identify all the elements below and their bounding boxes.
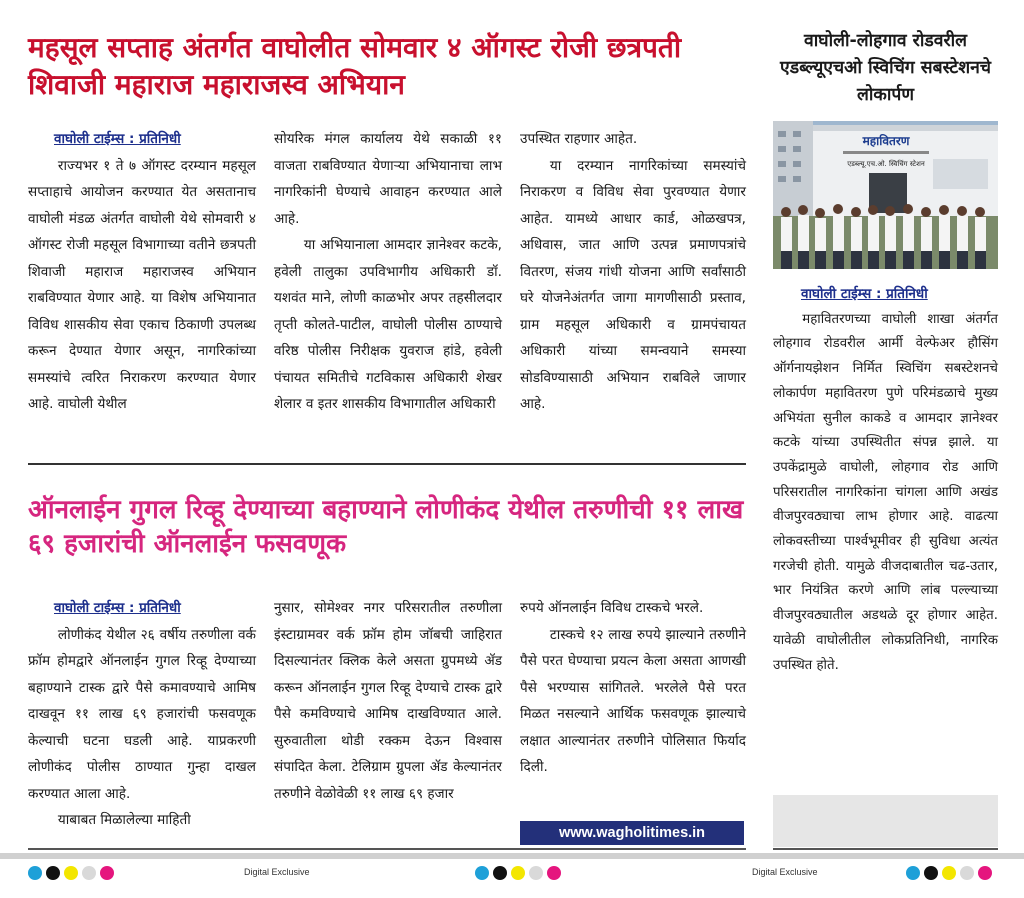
registration-dot: [493, 866, 507, 880]
website-link[interactable]: www.wagholitimes.in: [520, 821, 744, 845]
substation-sign-subtext: एडब्ल्यू.एच.ओ. स्विचिंग स्टेशन: [847, 160, 925, 168]
substation-sign-text: महावितरण: [862, 134, 910, 148]
registration-dot: [475, 866, 489, 880]
article2-paragraph: लोणीकंद येथील २६ वर्षीय तरुणीला वर्क फ्रॉम होमद्वारे ऑनलाईन गुगल रिव्हू देण्याच्या बहाण्याने टास्क द्वारे पैसे कमावण्याचे आमिष दाखवून ११ लाख ६९ हजारांची फसवणूक केल्याची घटना घडली आहे. याप्रकरणी लोणीकंद पोलीस ठाण्यात गुन्हा दाखल करण्यात आला आहे.: [28, 626, 256, 802]
article2-paragraph: रुपये ऑनलाईन विविध टास्कचे भरले.: [520, 600, 704, 616]
registration-dot: [100, 866, 114, 880]
registration-dot: [28, 866, 42, 880]
article2-column-2: [274, 595, 502, 807]
footer-label-right: Digital Exclusive: [752, 867, 818, 877]
registration-dot: [511, 866, 525, 880]
registration-dots-middle: [475, 866, 561, 880]
substation-photo: [773, 121, 998, 269]
registration-dots-right: [906, 866, 992, 880]
registration-dot: [978, 866, 992, 880]
registration-dot: [924, 866, 938, 880]
sidebar-paragraph: महावितरणच्या वाघोली शाखा अंतर्गत लोहगाव रोडवरील आर्मी वेल्फेअर हौसिंग ऑर्गनायझेशन निर्मित स्विचिंग सबस्टेशनचे लोकार्पण महावितरण पुणे परिमंडळाचे मुख्य अभियंता सुनील काकडे व आमदार ज्ञानेश्वर कटके यांच्या उपस्थितीत संपन्न झाले. या उपकेंद्रामुळे वाघोली, लोहगाव रोड आणि परिसरातील नागरिकांना चांगला आणि अखंड वीजपुरवठ्याचा लाभ होणार आहे. वाढत्या लोकवस्तीच्या पार्श्वभूमीवर ही सुविधा अत्यंत गरजेची होती. यामुळे वीजदाबातील चढ-उतार, भार नियंत्रित करणे आणि लांब पल्ल्याच्या वीजपुरवठ्यातील अडथळे दूर होणार आहेत. यावेळी वाघोलीतील लोकप्रतिनिधी, नागरिक उपस्थित होते.: [773, 311, 998, 673]
registration-dot: [960, 866, 974, 880]
article2-paragraph: नुसार, सोमेश्वर नगर परिसरातील तरुणीला इंस्टाग्रामवर वर्क फ्रॉम होम जॉबची जाहिरात दिसल्यानंतर क्लिक केले असता ग्रुपमध्ये ॲड करून ऑनलाईन गुगल रिव्हू देण्याचे टास्क द्वारे पैसे कमविण्याचे आमिष दाखविण्यात आले. सुरुवातीला थोडी रक्कम देऊन विश्वास संपादित केला. टेलिग्राम ग्रुपला ॲड केल्यानंतर तरुणीने वेळोवेळी ११ लाख ६९ हजार: [274, 600, 502, 802]
sidebar-article: [773, 282, 998, 678]
registration-dots-left: [28, 866, 114, 880]
article1-column-1: [28, 126, 256, 418]
article2-paragraph: याबाबत मिळालेल्या माहिती: [57, 812, 191, 828]
registration-dot: [942, 866, 956, 880]
bottom-divider: [28, 848, 746, 850]
article2-column-3: [520, 595, 746, 781]
sidebar-headline: वाघोली-लोहगाव रोडवरील एडब्ल्यूएचओ स्विचिंग सबस्टेशनचे लोकार्पण: [780, 31, 991, 106]
article1-headline: महसूल सप्ताह अंतर्गत वाघोलीत सोमवार ४ ऑगस्ट रोजी छत्रपती शिवाजी महाराज महाराजस्व अभियान: [28, 31, 682, 101]
footer-strip: [0, 853, 1024, 859]
registration-dot: [46, 866, 60, 880]
article1-paragraph: या अभियानाला आमदार ज्ञानेश्वर कटके, हवेली तालुका उपविभागीय अधिकारी डॉ. यशवंत माने, लोणी काळभोर अपर तहसीलदार तृप्ती कोलते-पाटील, वाघोली पोलीस ठाण्याचे वरिष्ठ पोलीस निरीक्षक युवराज हांडे, हवेली पंचायत समितीचे गटविकास अधिकारी शेखर शेलार व इतर शासकीय विभागातील अधिकारी: [274, 237, 502, 412]
sidebar-bottom-divider: [773, 848, 998, 850]
registration-dot: [529, 866, 543, 880]
article1-column-3: [520, 126, 746, 418]
footer-label-left: Digital Exclusive: [244, 867, 310, 877]
sidebar-blank-box: [773, 795, 998, 847]
registration-dot: [64, 866, 78, 880]
article1-paragraph: या दरम्यान नागरिकांच्या समस्यांचे निराकरण व विविध सेवा पुरवण्यात येणार आहेत. यामध्ये आधार कार्ड, ओळखपत्र, अधिवास, जात आणि उत्पन्न प्रमाणपत्रांचे वितरण, संजय गांधी योजना आणि सर्वांसाठी घरे योजनेअंतर्गत जागा मागणीसाठी प्रस्ताव, ग्राम महसूल अधिकारी व ग्रामपंचायत अधिकारी यांच्या समन्वयाने समस्या सोडविण्यासाठी अभियान राबविले जाणार आहे.: [520, 157, 746, 412]
section-divider: [28, 463, 746, 465]
article1-paragraph: उपस्थित राहणार आहेत.: [520, 131, 638, 147]
article2-paragraph: टास्कचे १२ लाख रुपये झाल्याने तरुणीने पैसे परत घेण्याचा प्रयत्न केला असता आणखी पैसे भरण्यास सांगितले. भरलेले पैसे परत मिळत नसल्याने आर्थिक फसवणूक झाल्याचे लक्षात आल्यानंतर तरुणीने पोलिसात फिर्याद दिली.: [520, 626, 746, 775]
article1-column-2: [274, 126, 502, 418]
article1-paragraph: राज्यभर १ ते ७ ऑगस्ट दरम्यान महसूल सप्ताहाचे आयोजन करण्यात येत असतानाच वाघोली मंडळ अंतर्गत वाघोली येथे सोमवारी ४ ऑगस्ट रोजी महसूल विभागाच्या वतीने छत्रपती शिवाजी महाराज महाराजस्व अभियान राबविण्यात येणार आहे. या विशेष अभियानात विविध शासकीय सेवा एकाच ठिकाणी उपलब्ध करून देण्यात येणार असून, नागरिकांच्या समस्यांचे त्वरित निराकरण करण्यात येणार आहे. वाघोली येथील: [28, 157, 256, 412]
article2-byline: वाघोली टाईम्स : प्रतिनिधी: [54, 600, 181, 616]
article2-column-1: [28, 595, 256, 834]
article1-byline: वाघोली टाईम्स : प्रतिनिधी: [54, 131, 181, 147]
registration-dot: [906, 866, 920, 880]
article1-paragraph: सोयरिक मंगल कार्यालय येथे सकाळी ११ वाजता राबविण्यात येणाऱ्या अभियानाचा लाभ नागरिकांनी घेण्याचे आवाहन करण्यात आले आहे.: [274, 131, 502, 227]
registration-dot: [82, 866, 96, 880]
sidebar-byline: वाघोली टाईम्स : प्रतिनिधी: [801, 286, 928, 302]
article2-headline: ऑनलाईन गुगल रिव्हू देण्याच्या बहाण्याने लोणीकंद येथील तरुणीची ११ लाख ६९ हजारांची ऑनलाईन फसवणूक: [28, 495, 744, 560]
registration-dot: [547, 866, 561, 880]
